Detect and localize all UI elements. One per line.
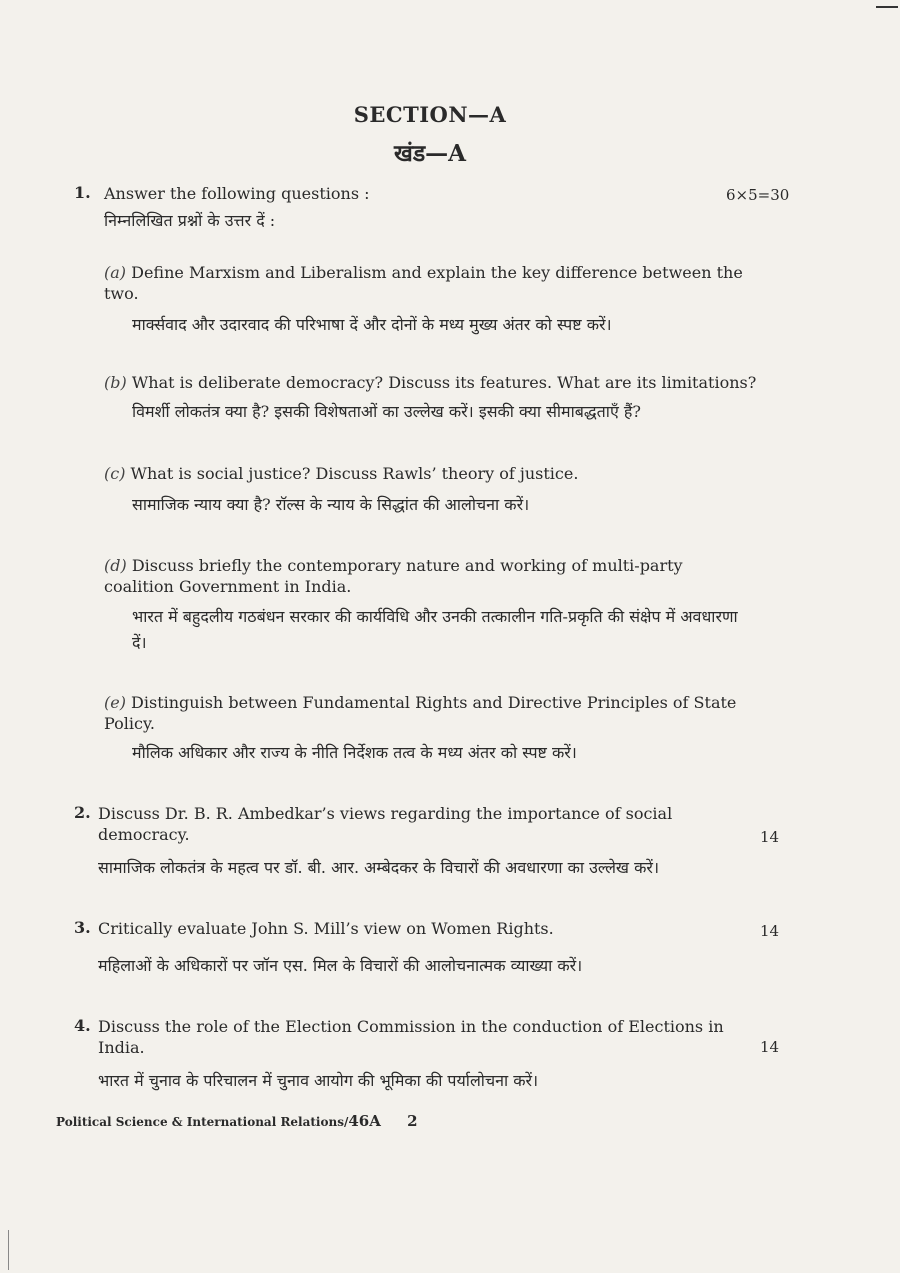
q1-marks: 6×5=30 [726,186,790,204]
q2-text-hindi: सामाजिक लोकतंत्र के महत्व पर डॉ. बी. आर. अम्बेदकर के विचारों की अवधारणा का उल्लेख करें। [98,858,660,877]
q4-text-hindi: भारत में चुनाव के परिचालन में चुनाव आयोग की भूमिका की पर्यालोचना करें। [98,1071,539,1090]
q1e-item [104,692,754,734]
q1e-text: Distinguish between Fundamental Rights and Directive Principles of State Policy. [104,693,737,733]
q1d-text-hindi: भारत में बहुदलीय गठबंधन सरकार की कार्यविधि और उनकी तत्कालीन गति-प्रकृति की संक्षेप में अवधारणा दें। [132,607,738,652]
q3-number: 3. [74,918,91,937]
section-title-hindi: खंड—A [394,140,466,167]
q1a-text: Define Marxism and Liberalism and explain the key difference between the two. [104,263,743,303]
q1-text: Answer the following questions : [104,184,370,203]
q1a-item [104,262,754,304]
section-title: SECTION—A [353,102,507,127]
q3-text: Critically evaluate John S. Mill’s view on Women Rights. [98,919,554,938]
q1c-item [104,463,754,484]
footer-code: 46A [348,1112,381,1130]
footer-subject: Political Science & International Relations/ [56,1115,349,1129]
page-footer [56,1112,418,1130]
q1d-text: Discuss briefly the contemporary nature and working of multi-party coalition Government in India. [104,556,683,596]
q1c-text-hindi: सामाजिक न्याय क्या है? रॉल्स के न्याय के सिद्धांत की आलोचना करें। [132,495,530,514]
q2-text: Discuss Dr. B. R. Ambedkar’s views regarding the importance of social democracy. [98,804,673,844]
q1b-item [104,372,774,393]
q1-number: 1. [74,183,91,202]
q4-number: 4. [74,1016,91,1035]
q1b-text-hindi: विमर्शी लोकतंत्र क्या है? इसकी विशेषताओं का उल्लेख करें। इसकी क्या सीमाबद्धताएँ हैं? [132,402,641,421]
q3-text-hindi: महिलाओं के अधिकारों पर जॉन एस. मिल के विचारों की आलोचनात्मक व्याख्या करें। [98,956,583,975]
q1c-text: What is social justice? Discuss Rawls’ theory of justice. [130,464,579,483]
q1b-label: (b) [104,373,127,392]
q1e-label: (e) [104,693,126,712]
q1d-item [104,555,754,597]
q1a-text-hindi: मार्क्सवाद और उदारवाद की परिभाषा दें और दोनों के मध्य मुख्य अंतर को स्पष्ट करें। [132,315,612,334]
edge-mark [876,6,898,8]
q1c-label: (c) [104,464,126,483]
q4-marks: 14 [760,1038,780,1056]
q1-text-hindi: निम्नलिखित प्रश्नों के उत्तर दें : [104,211,276,230]
page-number: 2 [407,1112,418,1130]
q1b-text: What is deliberate democracy? Discuss its features. What are its limitations? [131,373,757,392]
q1d-label: (d) [104,556,127,575]
q2-number: 2. [74,803,91,822]
q2-marks: 14 [760,828,780,846]
q4-text: Discuss the role of the Election Commission in the conduction of Elections in India. [98,1017,724,1057]
edge-mark-left [8,1230,9,1270]
q1e-text-hindi: मौलिक अधिकार और राज्य के नीति निर्देशक तत्व के मध्य अंतर को स्पष्ट करें। [132,743,577,762]
q3-marks: 14 [760,922,780,940]
q1a-label: (a) [104,263,127,282]
